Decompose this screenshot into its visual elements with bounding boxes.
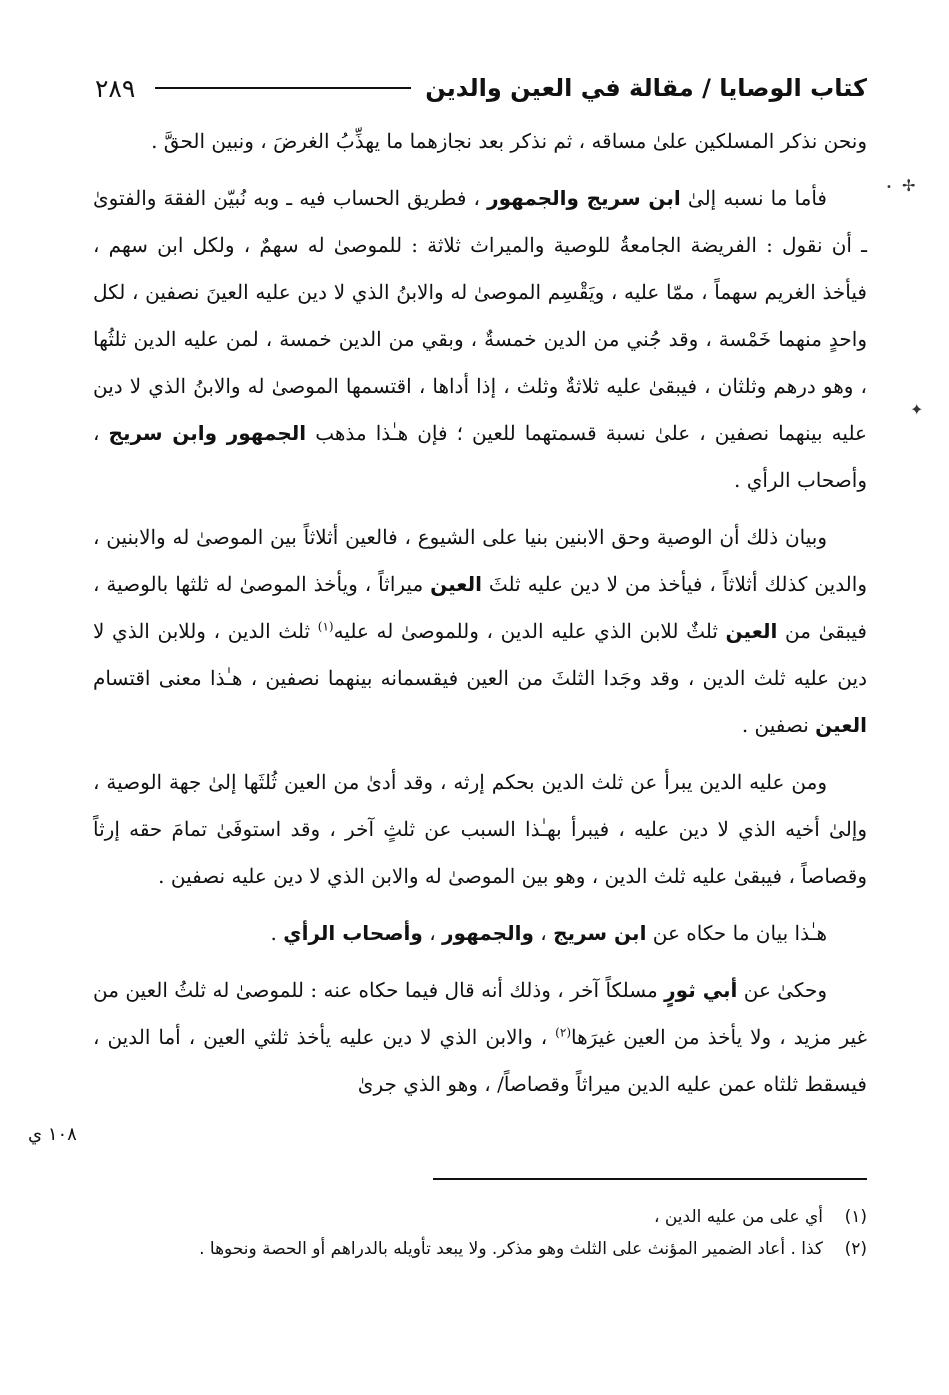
paragraph: هـٰذا بيان ما حكاه عن ابن سريج ، والجمهور ، وأصحاب الرأي . <box>270 921 827 945</box>
paragraph: ومن عليه الدين يبرأ عن ثلث الدين بحكم إرثه ، وقد أدىٰ من العين ثُلثَها إلىٰ جهة الوصية ، وإلىٰ أخيه الذي لا دين عليه ، فيبرأ بهـٰذا السبب عن ثلثٍ آخر ، وقد استوفَىٰ تمامَ حقه إرثاً وقصاصاً ، فيبقىٰ عليه ثلث الدين ، وهو بين الموصىٰ له والابن الذي لا دين عليه نصفين . <box>93 770 867 888</box>
page-number: ٢٨٩ <box>95 73 136 103</box>
paragraph: ونحن نذكر المسلكين علىٰ مساقه ، ثم نذكر بعد نجازهما ما يهذِّبُ الغرضَ ، ونبين الحقَّ . <box>151 129 867 153</box>
main-text <box>93 118 867 1118</box>
paragraph: فأما ما نسبه إلىٰ ابن سريج والجمهور ، فطريق الحساب فيه ـ وبه نُبيّن الفقهَ والفتوىٰ ـ أن نقول : الفريضة الجامعةُ للوصية والميراث ثلاثة : للموصىٰ له سهمٌ ، ولكل ابن سهم ، فيأخذ الغريم سهماً ، ممّا عليه ، ويَقْسِم الموصىٰ له والابنُ الذي لا دين عليه العينَ نصفين ، لكل واحدٍ منهما خَمْسة ، وقد جُني من الدين خمسةٌ ، وبقي من الدين خمسة ، لمن عليه الدين ثلثُها ، وهو درهم وثلثان ، فيبقىٰ عليه ثلاثةٌ وثلث ، إذا أداها ، اقتسمها الموصىٰ له والابنُ الذي لا دين عليه بينهما نصفين ، علىٰ نسبة قسمتهما للعين ؛ فإن هـٰذا مذهب الجمهور وابن سريج ، وأصحاب الرأي . <box>93 186 867 492</box>
bold-name: والجمهور <box>442 921 534 945</box>
margin-dot: • <box>886 182 892 193</box>
margin-ornament: ✢ <box>902 176 916 195</box>
footnote-ref: (١) <box>317 619 334 634</box>
paragraph: وبيان ذلك أن الوصية وحق الابنين بنيا على الشيوع ، فالعين أثلاثاً بين الموصىٰ له والابنين ، والدين كذلك أثلاثاً ، فيأخذ من لا دين عليه ثلثَ العين ميراثاً ، ويأخذ الموصىٰ له ثلثها بالوصية ، فيبقىٰ من العين ثلثٌ للابن الذي عليه الدين ، وللموصىٰ له عليه$^{(١)}$ ثلث الدين ، وللابن الذي لا دين عليه ثلث الدين ، وقد وجَدا الثلثَ من العين فيقسمانه بينهما نصفين ، هـٰذا معنى اقتسام العين نصفين . <box>93 525 867 737</box>
bold-term: العين <box>725 619 778 643</box>
footnotes <box>93 1202 867 1266</box>
bold-name: الجمهور وابن سريج <box>108 421 307 445</box>
bold-term: العين <box>815 713 867 737</box>
footnote-text: كذا . أعاد الضمير المؤنث على الثلث وهو مذكر. ولا يبعد تأويله بالدراهم أو الحصة ونحوها . <box>199 1239 823 1259</box>
bold-name: وأصحاب الرأي <box>283 921 423 945</box>
margin-ornament: ✦ <box>910 400 924 419</box>
footnote-number: (١) <box>844 1207 867 1227</box>
bold-name: أبي ثورٍ <box>664 978 738 1002</box>
running-title: كتاب الوصايا / مقالة في العين والدين <box>425 74 867 102</box>
footnote <box>93 1234 867 1264</box>
footnote-rule <box>433 1178 867 1180</box>
footnote-text: أي على من عليه الدين ، <box>653 1207 823 1227</box>
manuscript-folio-marker: ١٠٨ ي <box>28 1124 77 1145</box>
bold-name: ابن سريج <box>553 921 647 945</box>
bold-term: العين <box>430 572 482 596</box>
paragraph: وحكىٰ عن أبي ثورٍ مسلكاً آخر ، وذلك أنه قال فيما حكاه عنه : للموصىٰ له ثلثُ العين من غير مزيد ، ولا يأخذ من العين غيرَها$^{(٢)}$ ، والابن الذي لا دين عليه يأخذ ثلثي العين ، أما الدين ، فيسقط ثلثاه عمن عليه الدين ميراثاً وقصاصاً/ ، وهو الذي جرىٰ <box>93 978 867 1096</box>
page-header <box>95 68 867 108</box>
footnote-ref: (٢) <box>555 1025 571 1040</box>
footnote <box>93 1202 867 1232</box>
footnote-number: (٢) <box>844 1239 867 1259</box>
bold-name: ابن سريج والجمهور <box>487 186 681 210</box>
header-rule <box>155 87 411 89</box>
